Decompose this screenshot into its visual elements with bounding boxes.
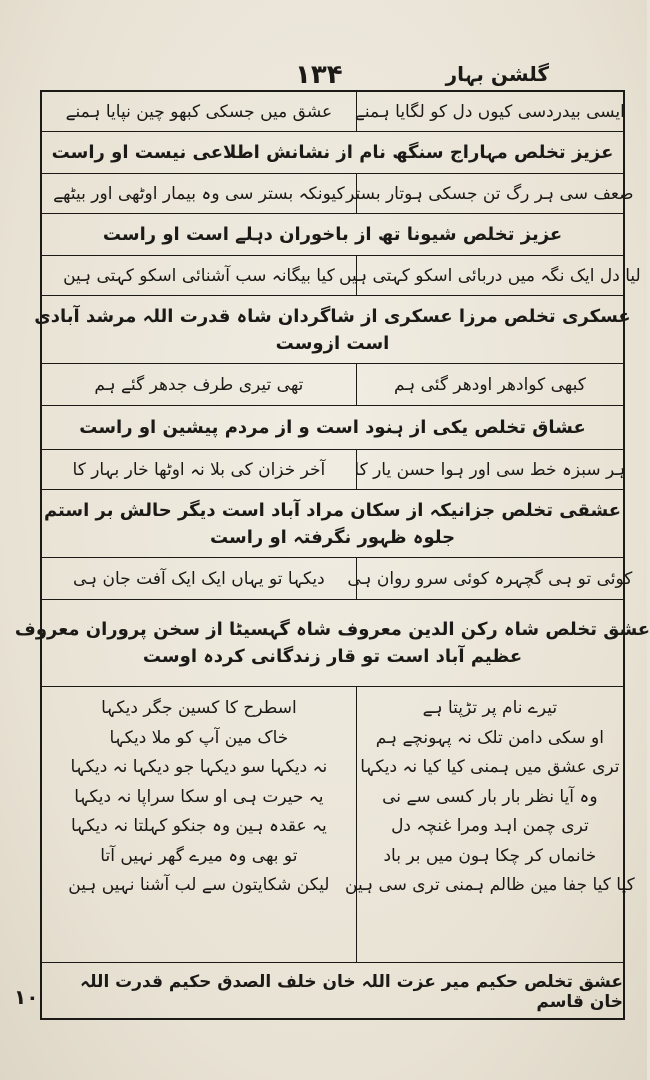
page-number: ۱۳۴ (295, 60, 343, 90)
ghazal-line: تری عشق میں ہمنی کیا کیا نہ دیکہا (360, 757, 620, 778)
poet-note-line: عزیز تخلص مہاراج سنگھ نام از نشانش اطلاعی نیست او راست (51, 142, 614, 163)
ghazal-block (42, 687, 635, 963)
ghazal-line: او سکی دامن تلک نہ پہونچے ہم (375, 727, 604, 748)
couplet-row (42, 174, 634, 214)
poet-note (34, 296, 631, 364)
ghazal-line: یہ حیرت ہی او سکا سراپا نہ دیکہا (74, 786, 324, 807)
couplet-row (42, 364, 623, 406)
ghazal-line: وہ آیا نظر بار بار کسی سے نی (382, 786, 598, 807)
couplet-first-hemistich: ضعف سی ہر رگ تن جسکی ہوتار بستر (356, 174, 623, 213)
poet-note (42, 406, 623, 450)
ghazal-column-right (345, 687, 635, 962)
ghazal-line: خانماں کر چکا ہون میں بر باد (383, 845, 597, 866)
ghazal-line: تری چمن اہد ومرا غنچہ دل (391, 816, 589, 837)
poet-note (42, 214, 623, 256)
page-header (0, 60, 647, 90)
couplet-row (42, 256, 641, 296)
ghazal-line: تو بھی وہ میرے گھر نہیں آتا (100, 845, 298, 866)
couplet-row (42, 450, 626, 490)
poet-note-line: جلوہ ظہور نگرفتہ او راست (209, 526, 456, 548)
ghazal-line: یہ عقدہ ہین وہ جنکو کہلتا نہ دیکہا (71, 816, 327, 837)
ghazal-line: خاک مین آپ کو ملا دیکہا (109, 727, 289, 748)
poet-note-line: عشقی تخلص جزانیکہ از سکان مراد آباد است دیگر حالش بر استم (43, 499, 622, 521)
ghazal-line: نہ دیکہا سو دیکہا جو دیکہا نہ دیکہا (70, 757, 328, 778)
poet-note-line: عظیم آباد است تو قار زندگانی کردہ اوست (142, 646, 523, 667)
couplet-first-hemistich: کبھی کوادھر اودھر گئی ہم (356, 364, 623, 405)
running-title: گلشن بہار (445, 62, 549, 86)
margin-mark: ۱۰ (14, 985, 39, 1009)
couplet-first-hemistich: ہر سبزہ خط سی اور ہوا حسن یار کا (356, 450, 623, 489)
couplet-first-hemistich: ایسی بیدردسی کیوں دل کو لگایا ہمنے (356, 92, 623, 131)
couplet-row (42, 558, 633, 600)
ghazal-line: تیرے نام پر تڑپتا ہے (422, 698, 558, 719)
ghazal-line: اسطرح کا کسین جگر دیکہا (101, 698, 297, 719)
couplet-first-hemistich: کوئی تو ہی گچہرہ کوئی سرو روان ہی (356, 558, 623, 599)
poet-note (42, 132, 623, 174)
ghazal-column-left (42, 687, 356, 962)
couplet-second-hemistich: دیکہا تو یہاں ایک ایک آفت جان ہی (73, 569, 325, 589)
poet-note-line: عشاق تخلص یکی از ہنود است و از مردم پیشین او راست (79, 417, 586, 438)
poet-note-line: عسکری تخلص مرزا عسکری از شاگردان شاہ قدرت اللہ مرشد آبادی (34, 305, 631, 327)
poet-note-line: عزیز تخلص شیونا تھ از باخوران دہلے است او راست (102, 224, 563, 245)
poet-note (42, 490, 623, 558)
poet-note (14, 600, 650, 687)
couplet-second-hemistich: آخر خزان کی بلا نہ اوٹھا خار بہار کا (72, 460, 326, 480)
couplet-second-hemistich: کیا بیگانہ سب آشنائی اسکو کہتی ہین (63, 266, 335, 286)
couplet-second-hemistich: عشق میں جسکی کبھو چین نپایا ہمنے (65, 102, 333, 122)
poet-note-line: است ازوست (275, 332, 390, 354)
couplet-second-hemistich: کیونکہ بستر سی وہ بیمار اوٹھی اور بیٹھے (53, 184, 345, 204)
couplet-second-hemistich: تھی تیری طرف جدھر گئے ہم (94, 375, 304, 395)
couplet-row (42, 92, 623, 132)
couplet-first-hemistich: لیا دل ایک نگہ میں دربائی اسکو کہتی ہیں (356, 256, 623, 295)
ghazal-line: لیکن شکایتون سے لب آشنا نہیں ہین (68, 875, 330, 896)
poet-note-footer: عشق تخلص حکیم میر عزت اللہ خان خلف الصدق حکیم قدرت اللہ خان قاسم (80, 972, 623, 1012)
poet-note-line: عشق تخلص شاہ رکن الدین معروف شاہ گہسیٹا از سخن پروران معروف (14, 619, 650, 640)
ghazal-line: کیا کیا جفا مین ظالم ہمنی تری سی ہین (345, 875, 635, 896)
